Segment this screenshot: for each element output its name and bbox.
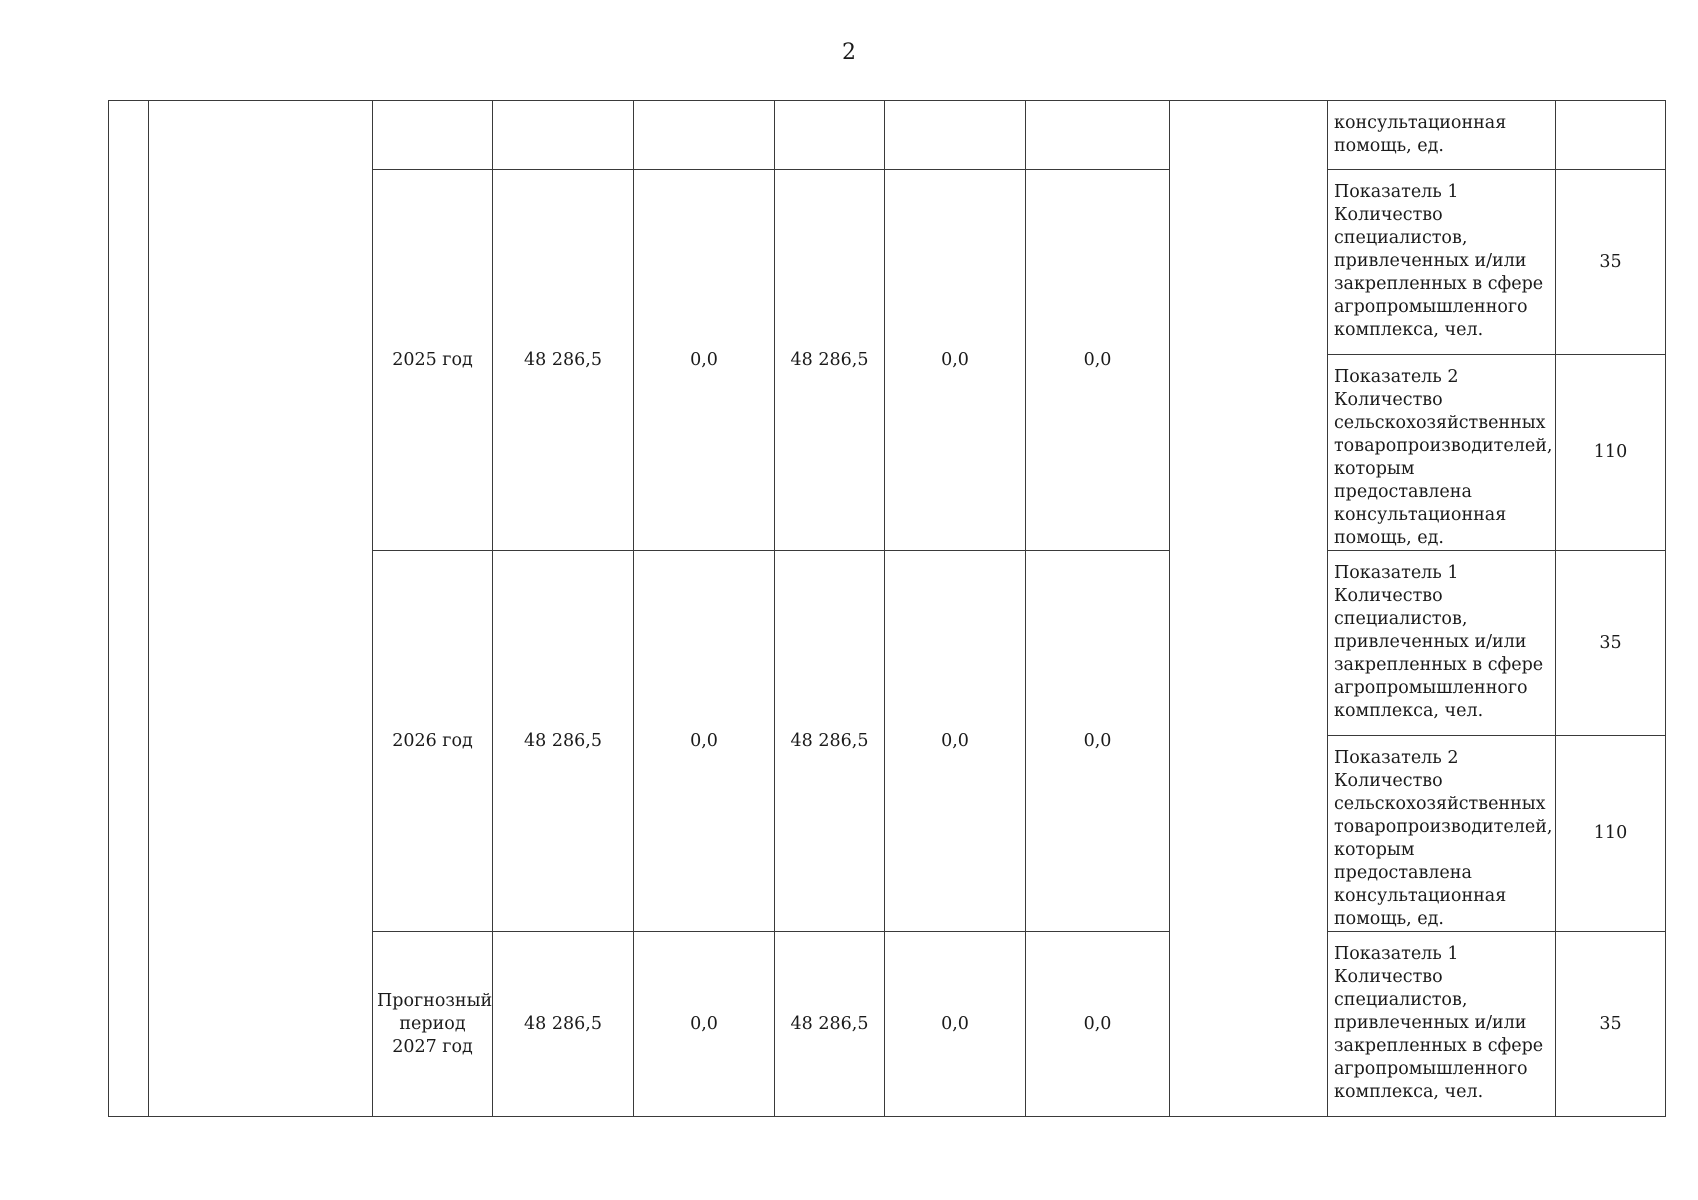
indicator-value-cell: 35 (1556, 932, 1666, 1117)
local-budget-cell: 0,0 (885, 551, 1026, 932)
other-sources-cell: 0,0 (1026, 551, 1170, 932)
other-sources-cell (1026, 101, 1170, 170)
federal-budget-cell: 0,0 (634, 932, 775, 1117)
period-cell (373, 101, 493, 170)
page-number: 2 (842, 40, 856, 65)
federal-budget-cell: 0,0 (634, 551, 775, 932)
total-cell: 48 286,5 (493, 551, 634, 932)
indicator-text-cell: Показатель 1 Количество специалистов, привлеченных и/или закрепленных в сфере агропромышленного комплекса, чел. (1328, 170, 1556, 355)
other-sources-cell: 0,0 (1026, 170, 1170, 551)
total-cell: 48 286,5 (493, 170, 634, 551)
indicator-text-cell: консультационная помощь, ед. (1328, 101, 1556, 170)
federal-budget-cell: 0,0 (634, 170, 775, 551)
indicator-value-cell: 110 (1556, 355, 1666, 551)
indicator-value-cell: 110 (1556, 736, 1666, 932)
executor-cell (1170, 101, 1328, 1117)
period-cell: 2025 год (373, 170, 493, 551)
local-budget-cell: 0,0 (885, 170, 1026, 551)
table-row (109, 101, 1666, 170)
total-cell: 48 286,5 (493, 932, 634, 1117)
period-cell: 2026 год (373, 551, 493, 932)
federal-budget-cell (634, 101, 775, 170)
total-cell (493, 101, 634, 170)
program-funding-table (108, 100, 1666, 1117)
indicator-text-cell: Показатель 1 Количество специалистов, привлеченных и/или закрепленных в сфере агропромышленного комплекса, чел. (1328, 551, 1556, 736)
indicator-value-cell (1556, 101, 1666, 170)
period-cell: Прогнозный период 2027 год (373, 932, 493, 1117)
indicator-value-cell: 35 (1556, 551, 1666, 736)
number-cell (109, 101, 149, 1117)
indicator-text-cell: Показатель 1 Количество специалистов, привлеченных и/или закрепленных в сфере агропромышленного комплекса, чел. (1328, 932, 1556, 1117)
indicator-value-cell: 35 (1556, 170, 1666, 355)
indicator-text-cell: Показатель 2 Количество сельскохозяйственных товаропроизводителей, которым предоставлена консультационная помощь, ед. (1328, 355, 1556, 551)
regional-budget-cell: 48 286,5 (775, 551, 885, 932)
local-budget-cell (885, 101, 1026, 170)
regional-budget-cell (775, 101, 885, 170)
regional-budget-cell: 48 286,5 (775, 170, 885, 551)
event-name-cell (149, 101, 373, 1117)
regional-budget-cell: 48 286,5 (775, 932, 885, 1117)
indicator-text-cell: Показатель 2 Количество сельскохозяйственных товаропроизводителей, которым предоставлена консультационная помощь, ед. (1328, 736, 1556, 932)
other-sources-cell: 0,0 (1026, 932, 1170, 1117)
local-budget-cell: 0,0 (885, 932, 1026, 1117)
